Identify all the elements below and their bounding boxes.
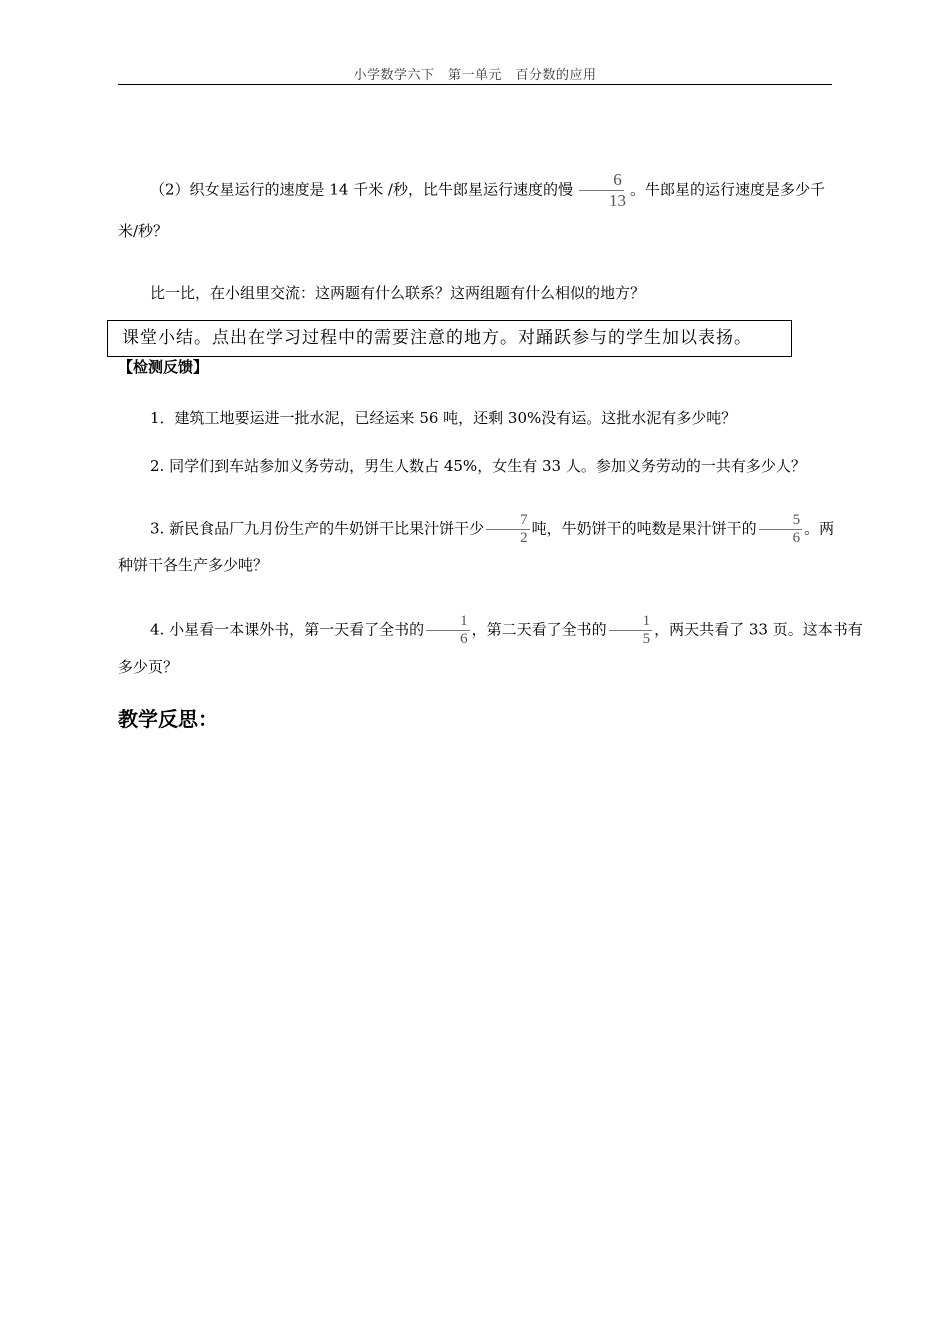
fraction-numerator: 1 xyxy=(609,613,653,631)
question-3-part-1: 3. 新民食品厂九月份生产的牛奶饼干比果汁饼干少 xyxy=(150,519,485,538)
fraction-numerator: 5 xyxy=(759,512,803,530)
question-3-fraction-1 xyxy=(486,512,530,547)
problem-2-line-2: 米/秒？ xyxy=(118,222,169,240)
question-3-line-2: 种饼干各生产多少吨？ xyxy=(118,556,269,574)
question-4-fraction-1 xyxy=(426,613,470,648)
problem-2-text-before: （2）织女星运行的速度是 14 千米 /秒，比牛郎星运行速度的慢 xyxy=(150,180,573,199)
fraction-numerator: 6 xyxy=(579,170,624,191)
question-2: 2. 同学们到车站参加义务劳动，男生人数占 45%，女生有 33 人。参加义务劳动的一共有多少人？ xyxy=(150,457,806,475)
question-4-part-2: ，第二天看了全书的 xyxy=(471,620,607,639)
fraction-numerator: 7 xyxy=(486,512,530,530)
question-3-part-2: 吨，牛奶饼干的吨数是果汁饼干的 xyxy=(531,519,757,538)
lesson-summary-box: 课堂小结。点出在学习过程中的需要注意的地方。对踊跃参与的学生加以表扬。 xyxy=(107,320,792,357)
fraction-numerator: 1 xyxy=(426,613,470,631)
fraction-denominator: 2 xyxy=(520,530,528,546)
fraction-denominator: 6 xyxy=(460,631,468,647)
feedback-heading: 【检测反馈】 xyxy=(118,358,209,376)
question-4-line-2: 多少页？ xyxy=(118,658,179,676)
question-3-part-3: 。两 xyxy=(804,519,835,538)
fraction-denominator: 5 xyxy=(642,631,651,647)
teaching-reflection-title: 教学反思： xyxy=(118,707,218,731)
question-3-line-1 xyxy=(118,512,838,547)
page-header-title: 小学数学六下 第一单元 百分数的应用 xyxy=(353,68,597,83)
fraction-denominator: 13 xyxy=(609,191,626,210)
question-4-line-1 xyxy=(118,613,863,648)
fraction-denominator: 6 xyxy=(792,530,801,546)
question-4-fraction-2 xyxy=(609,613,653,648)
problem-2-text-after: 。牛郎星的运行速度是多少千 xyxy=(630,180,826,199)
compare-prompt: 比一比，在小组里交流：这两题有什么联系？这两组题有什么相似的地方？ xyxy=(150,284,646,302)
question-3-fraction-2 xyxy=(759,512,803,547)
question-4-part-1: 4. 小星看一本课外书，第一天看了全书的 xyxy=(150,620,425,639)
problem-2-line-1 xyxy=(118,170,838,211)
header-rule xyxy=(118,84,832,85)
question-4-part-3: ，两天共看了 33 页。这本书有 xyxy=(654,620,863,639)
question-1: 1．建筑工地要运进一批水泥，已经运来 56 吨，还剩 30%没有运。这批水泥有多少吨？ xyxy=(150,409,737,427)
problem-2-fraction xyxy=(575,170,628,211)
